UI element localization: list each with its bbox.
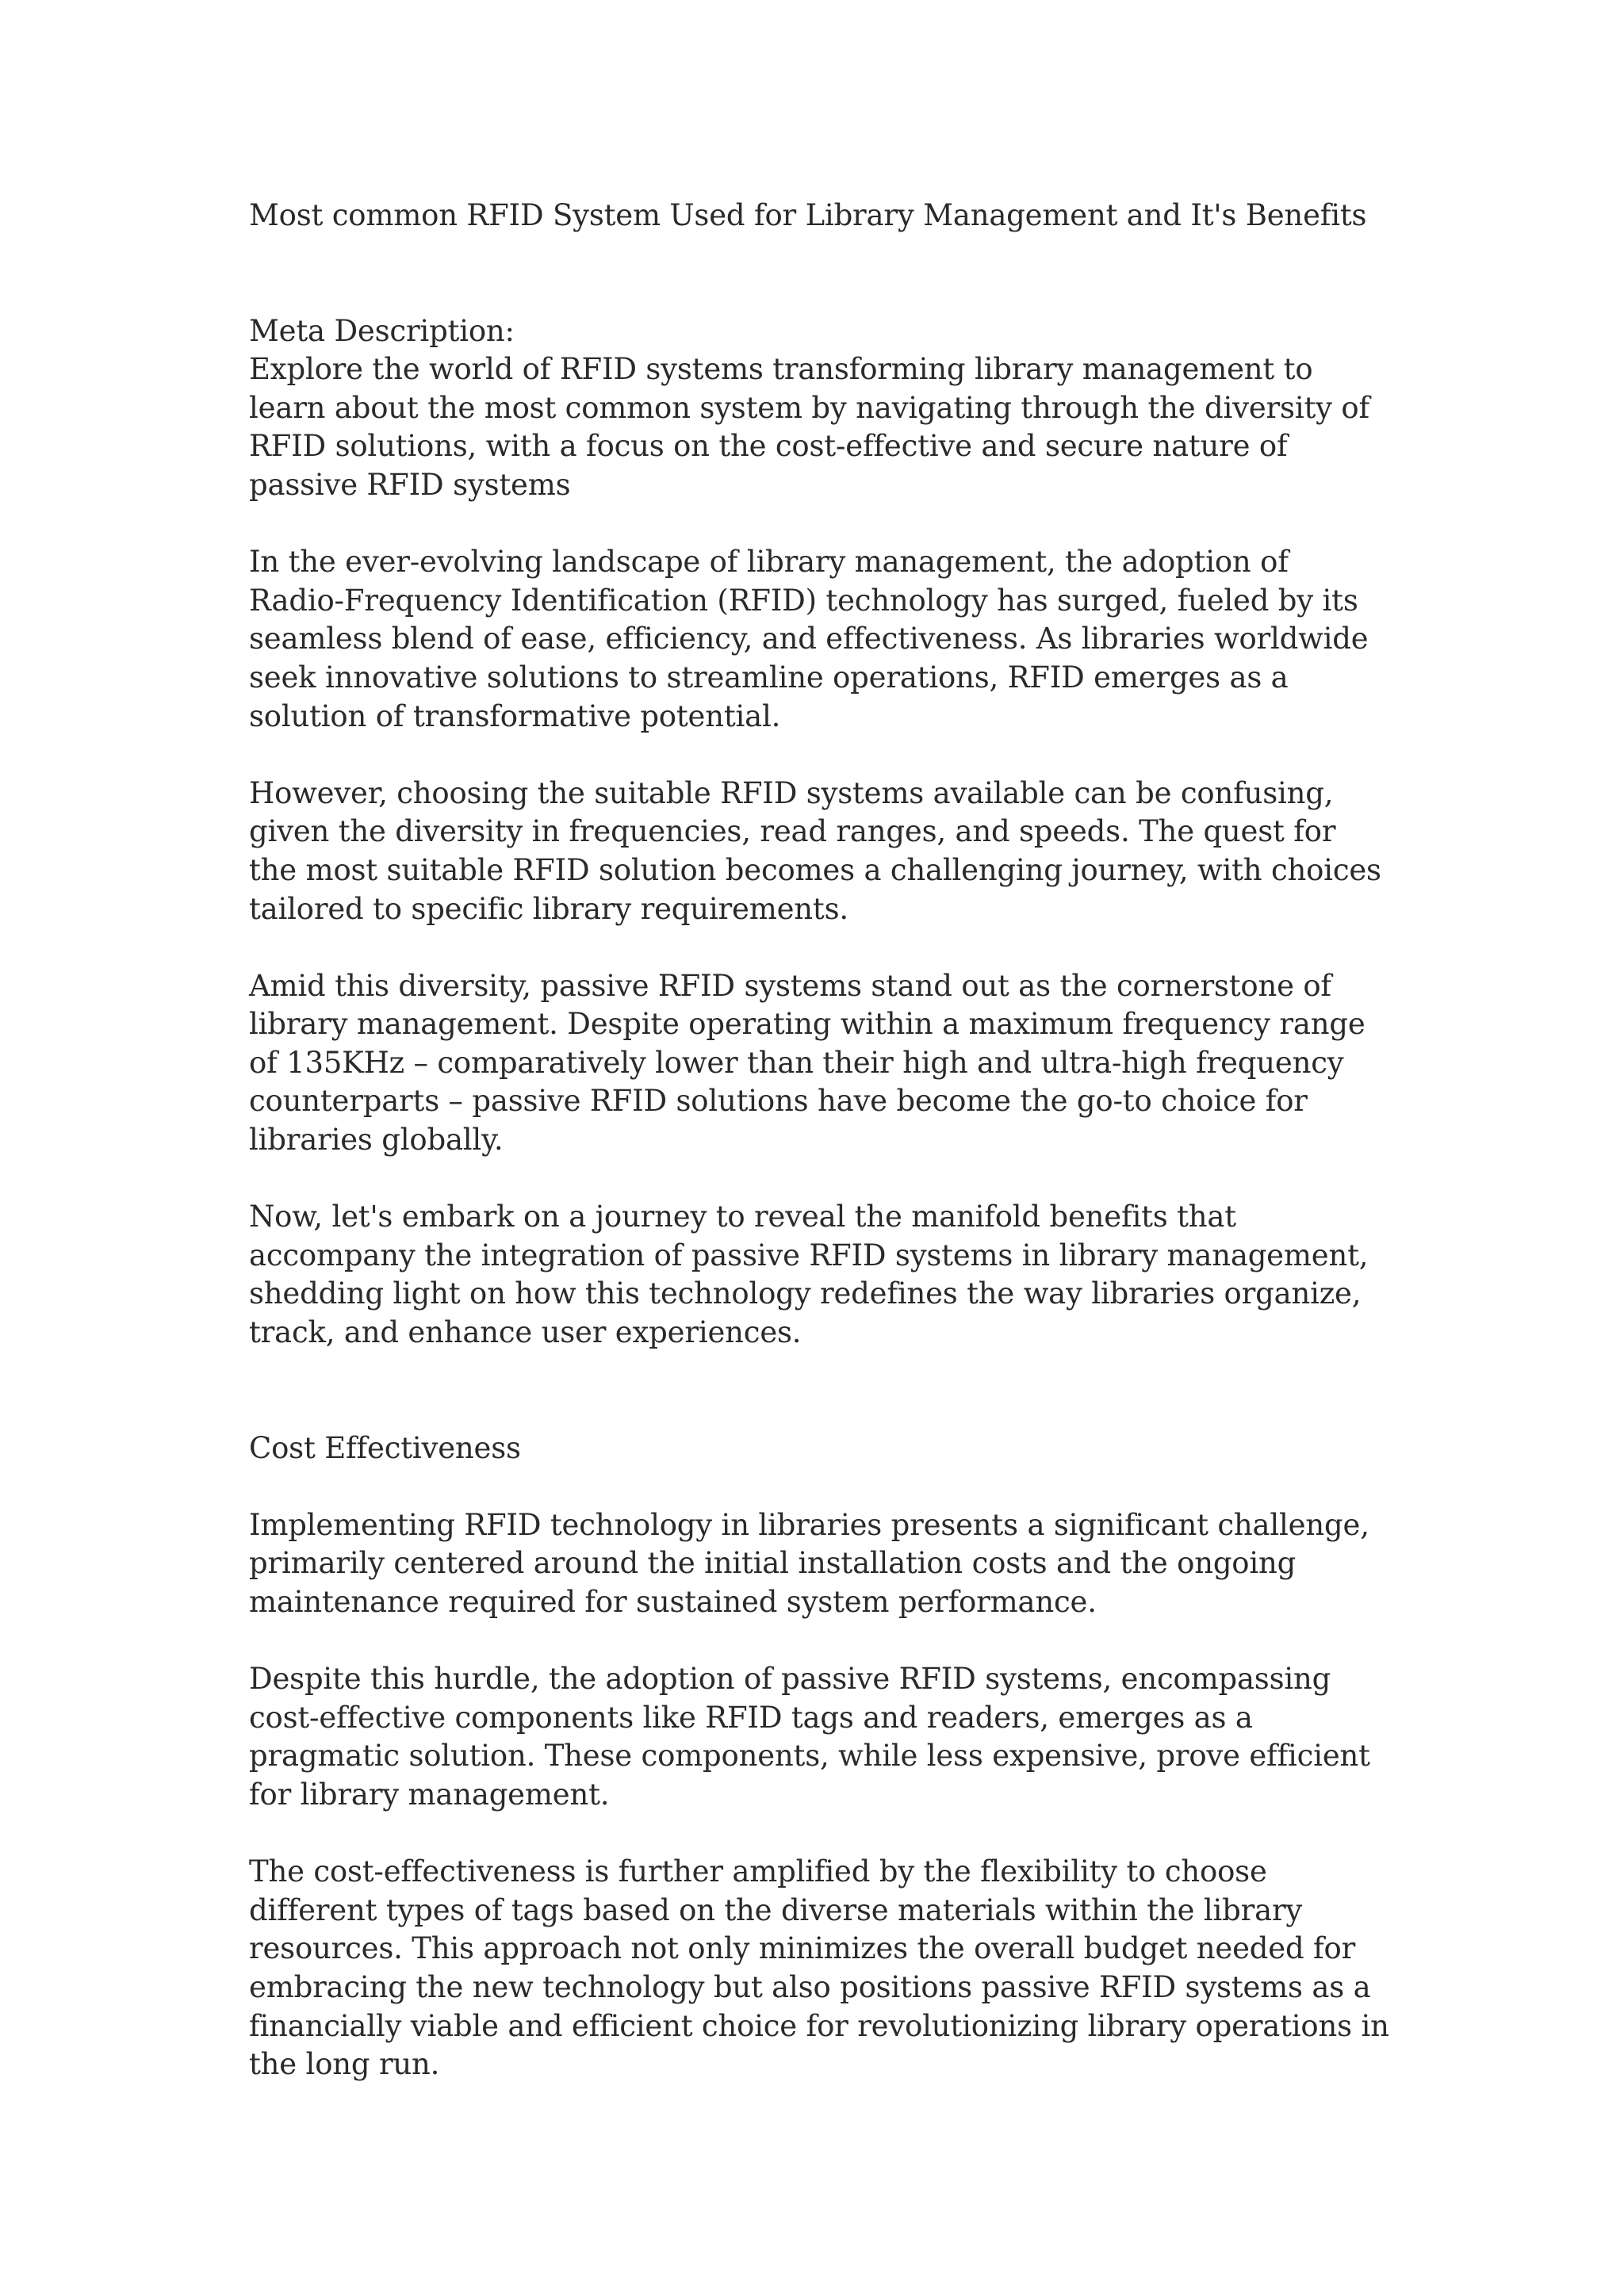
document-body bbox=[249, 197, 1391, 2084]
spacer bbox=[249, 1815, 1391, 1854]
meta-description-text: Explore the world of RFID systems transforming library management to learn about the most common system by navigating through the diversity of RFID solutions, with a focus on the cost-effective and secure nature of passive RFID systems bbox=[249, 352, 1369, 502]
spacer bbox=[249, 928, 1391, 967]
spacer bbox=[249, 1160, 1391, 1199]
spacer bbox=[249, 736, 1391, 775]
intro-paragraph-1: In the ever-evolving landscape of library management, the adoption of Radio-Frequency Identification (RFID) technology has surged, fueled by its seamless blend of ease, efficiency, and effectiveness. As libraries worldwide seek innovative solutions to streamline operations, RFID emerges as a solution of transformative potential. bbox=[249, 545, 1369, 733]
spacer bbox=[249, 1353, 1391, 1429]
intro-paragraph-4: Now, let's embark on a journey to reveal the manifold benefits that accompany the integration of passive RFID systems in library management, shedding light on how this technology redefines the way libraries organize, track, and enhance user experiences. bbox=[249, 1200, 1369, 1350]
spacer bbox=[249, 1468, 1391, 1506]
intro-paragraph-3: Amid this diversity, passive RFID systems stand out as the cornerstone of library management. Despite operating within a maximum frequency range of 135KHz – comparatively lower than their high and ultra-high frequency counterparts – passive RFID solutions have become the go-to choice for libraries globally. bbox=[249, 968, 1365, 1158]
section-paragraph-2: Despite this hurdle, the adoption of passive RFID systems, encompassing cost-effective components like RFID tags and readers, emerges as a pragmatic solution. These components, while less expensive, prove efficient for library management. bbox=[249, 1662, 1370, 1812]
spacer bbox=[249, 505, 1391, 544]
meta-description-label: Meta Description: bbox=[249, 313, 515, 348]
spacer bbox=[249, 235, 1391, 312]
section-paragraph-3: The cost-effectiveness is further amplified by the flexibility to choose different types of tags based on the diverse materials within the library resources. This approach not only minimizes the overall budget needed for embracing the new technology but also positions passive RFID systems as a financially viable and efficient choice for revolutionizing library operations in the long run. bbox=[249, 1854, 1389, 2082]
intro-paragraph-2: However, choosing the suitable RFID systems available can be confusing, given the diversity in frequencies, read ranges, and speeds. The quest for the most suitable RFID solution becomes a challenging journey, with choices tailored to specific library requirements. bbox=[249, 775, 1381, 926]
spacer bbox=[249, 1622, 1391, 1661]
section-heading-cost-effectiveness: Cost Effectiveness bbox=[249, 1430, 521, 1465]
document-title: Most common RFID System Used for Library Management and It's Benefits bbox=[249, 198, 1367, 232]
section-paragraph-1: Implementing RFID technology in libraries presents a significant challenge, primarily centered around the initial installation costs and the ongoing maintenance required for sustained system performance. bbox=[249, 1507, 1369, 1619]
